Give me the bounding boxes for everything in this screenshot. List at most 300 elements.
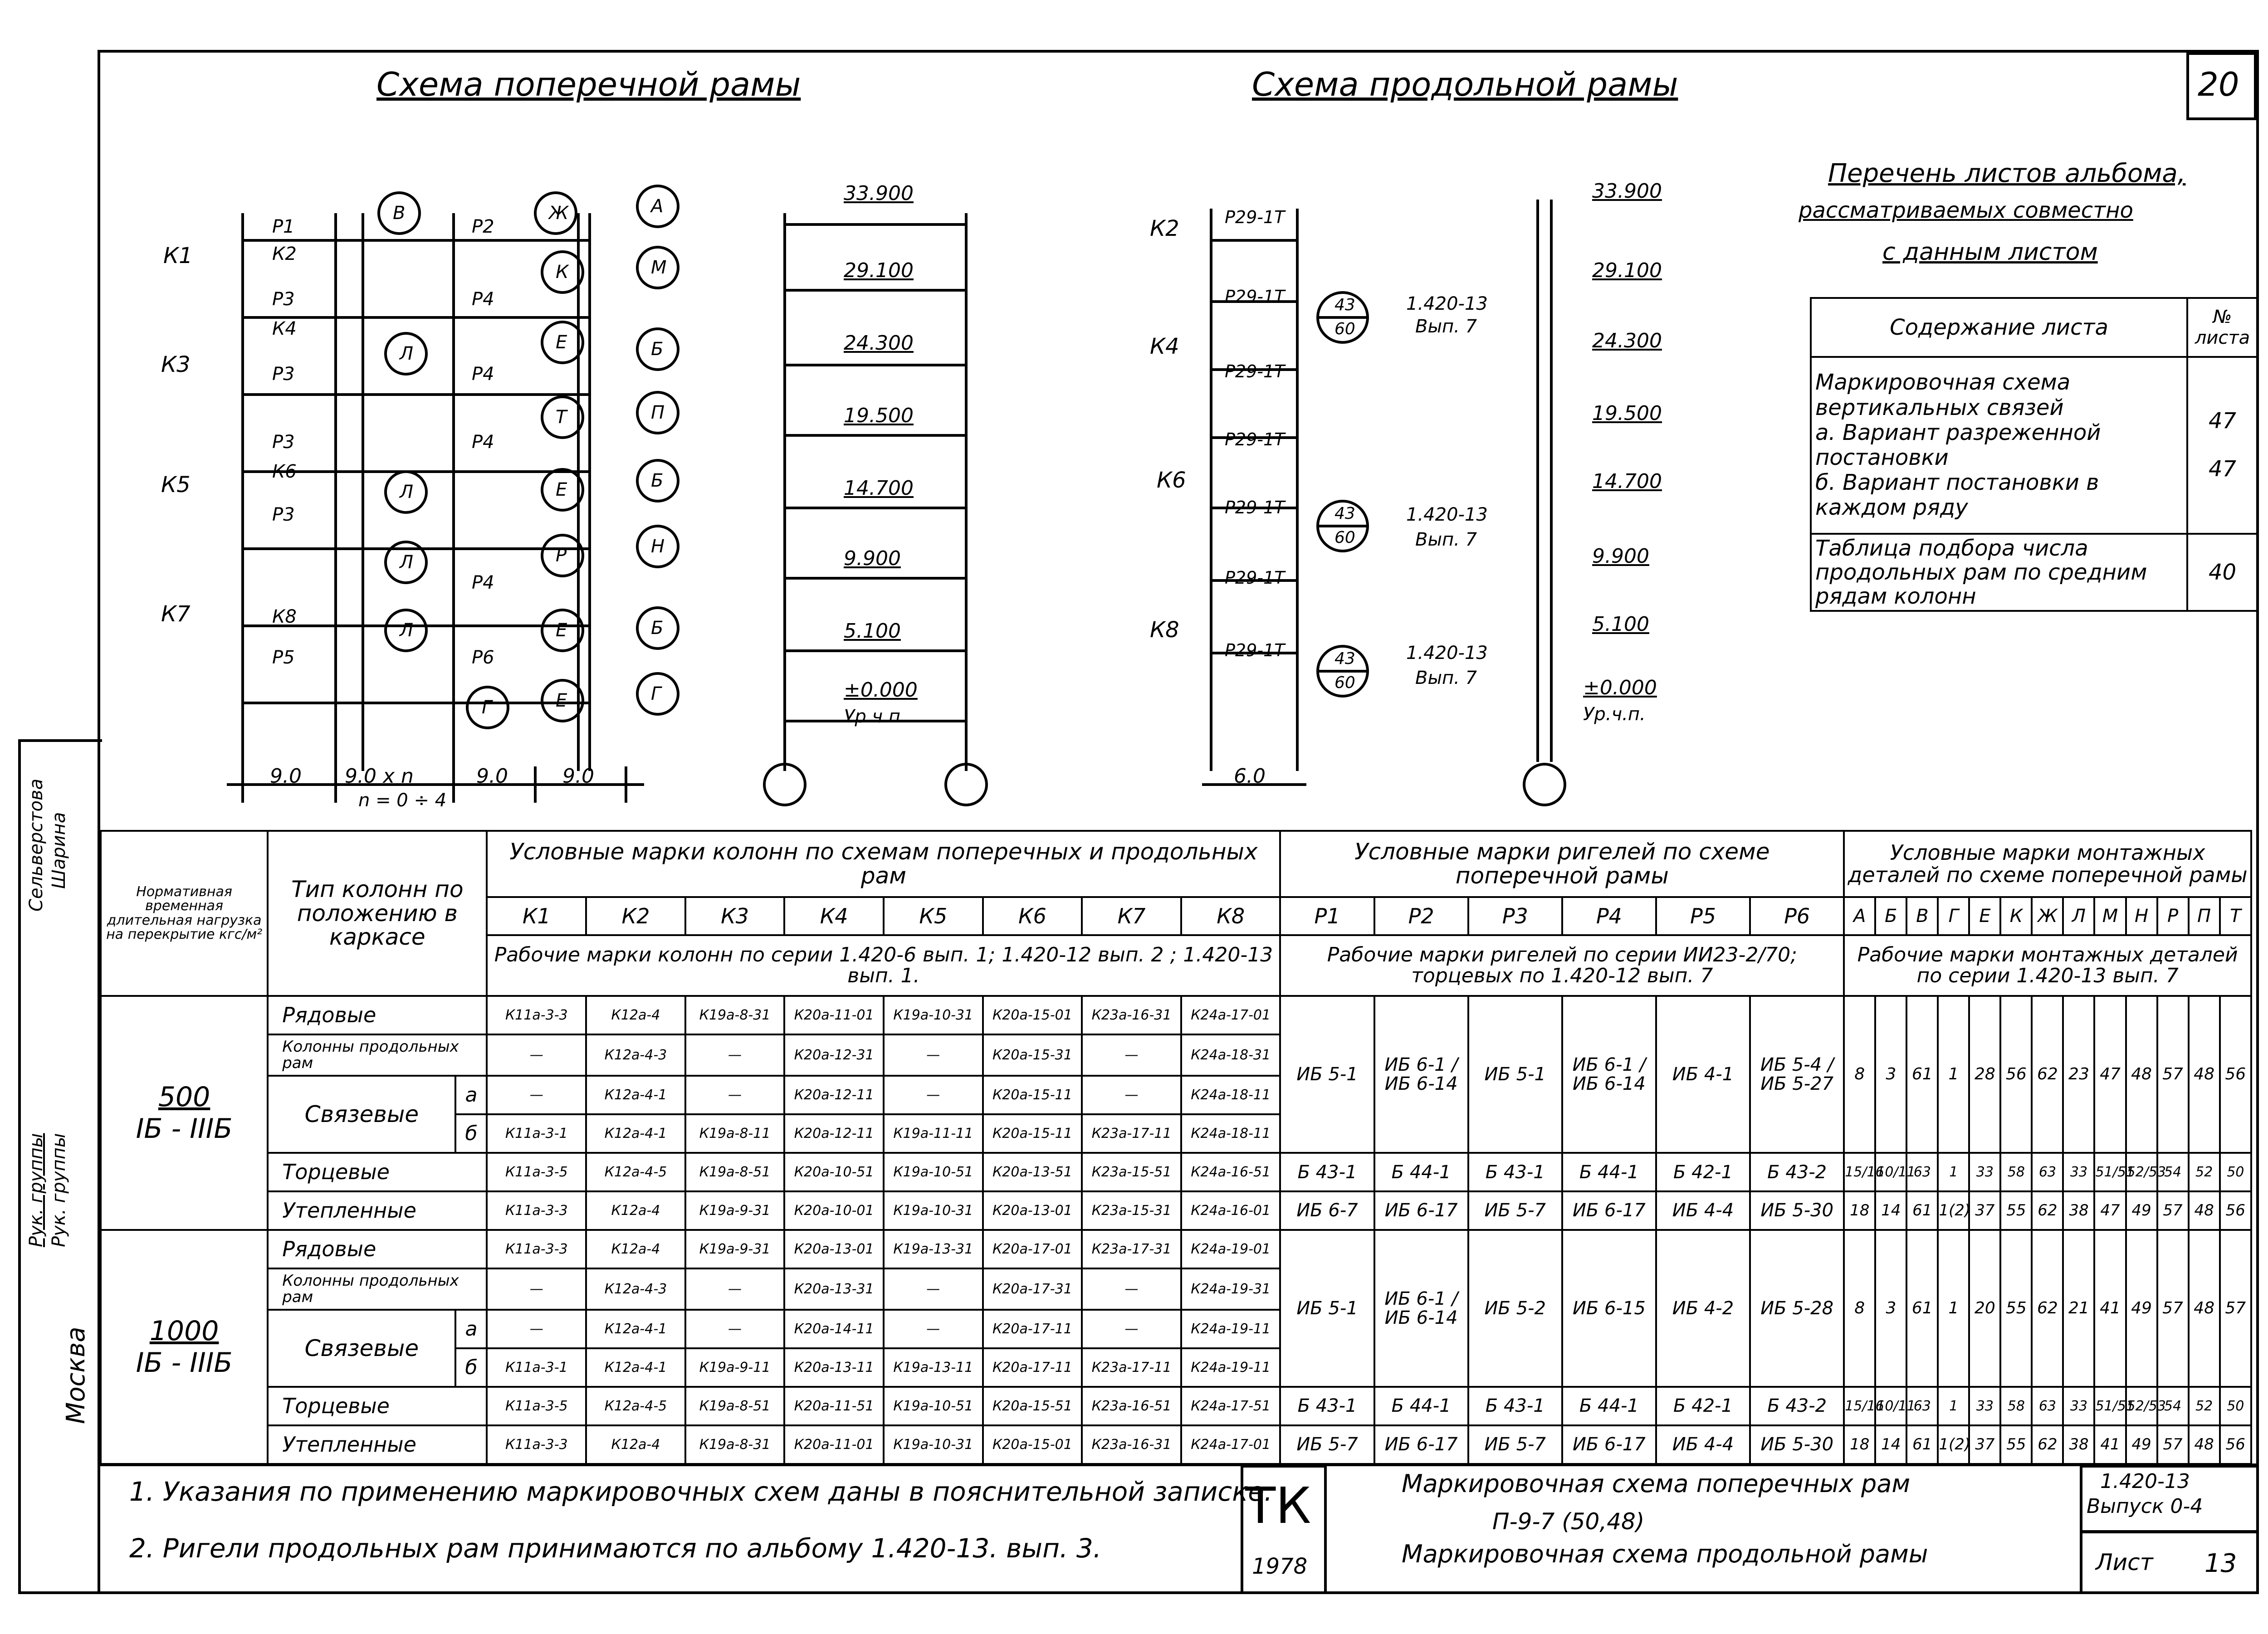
column-mark-cell: К19а-8-11: [685, 1114, 785, 1153]
column-mark-cell: К24а-19-11: [1181, 1348, 1281, 1387]
column-mark-cell: —: [487, 1310, 586, 1348]
column-mark-cell: К19а-10-31: [884, 996, 983, 1034]
rigel-cell: ИБ 5-7: [1468, 1425, 1562, 1464]
embed-cell: 20: [1969, 1230, 2000, 1387]
embed-cell: 8: [1844, 1230, 1875, 1387]
label-rigel-right: Р2: [472, 216, 494, 237]
embed-cell: 37: [1969, 1191, 2000, 1230]
label-rigel-right: Р4: [472, 364, 494, 385]
rigel-cell: ИБ 5-2: [1468, 1230, 1562, 1387]
elevation-long: 9.900: [1592, 545, 1649, 568]
node-num: 43: [1334, 649, 1355, 668]
column-mark-cell: К23а-15-31: [1082, 1191, 1181, 1230]
column-mark-cell: К20а-15-01: [983, 1425, 1082, 1464]
column-mark-cell: К20а-17-11: [983, 1310, 1082, 1348]
column-mark-cell: К20а-12-11: [784, 1114, 884, 1153]
role-label: Рук. группы: [49, 1133, 69, 1247]
row-type: Утепленные: [268, 1425, 487, 1464]
sheet-list-header: № листа: [2187, 298, 2258, 357]
column-mark-cell: —: [884, 1034, 983, 1076]
column-mark-cell: К19а-8-31: [685, 996, 785, 1034]
column-mark-cell: —: [685, 1076, 785, 1114]
column-mark-cell: К20а-11-01: [784, 996, 884, 1034]
embed-cell: 51/51: [2094, 1387, 2126, 1425]
elevation-long: Ур.ч.п.: [1583, 704, 1646, 725]
column-mark-cell: К19а-9-31: [685, 1191, 785, 1230]
node-label: Н: [651, 536, 665, 557]
embed-cell: 28: [1969, 996, 2000, 1153]
embed-cell: 10/11: [1875, 1153, 1906, 1191]
label-k7: К7: [161, 601, 191, 627]
node-ref: 1.420-13: [1406, 643, 1488, 663]
node-label: В: [393, 203, 406, 224]
person-name: Сельверстова: [26, 778, 47, 912]
col-mark: К2: [586, 897, 685, 936]
rigel-cell: ИБ 6-15: [1562, 1230, 1656, 1387]
sheet-list-header: Содержание листа: [1811, 298, 2187, 357]
embed-cell: 1: [1938, 996, 1969, 1153]
sheet-list-title: Перечень листов альбома,: [1828, 159, 2186, 188]
rigel-cell: Б 42-1: [1656, 1153, 1750, 1191]
rigel-cell: ИБ 6-1 / ИБ 6-14: [1374, 1230, 1468, 1387]
label-k2: К2: [272, 244, 297, 264]
sheet-list-cell: а. Вариант разреженной постановки: [1815, 419, 2101, 470]
row-type: Колонны продольных рам: [268, 1034, 487, 1076]
embed-cell: 47: [2094, 1191, 2126, 1230]
rigel-cell: Б 44-1: [1374, 1153, 1468, 1191]
column-mark-cell: К24а-19-11: [1181, 1310, 1281, 1348]
stamp-year: 1978: [1252, 1554, 1308, 1579]
embed-cell: 38: [2063, 1425, 2094, 1464]
emb-mark: А: [1844, 897, 1875, 936]
column-mark-cell: К24а-18-11: [1181, 1114, 1281, 1153]
column-mark-cell: К19а-10-51: [884, 1387, 983, 1425]
embed-cell: 21: [2063, 1230, 2094, 1387]
node-label: Г: [651, 683, 661, 704]
rigel-cell: Б 43-1: [1280, 1387, 1374, 1425]
emb-mark: П: [2189, 897, 2220, 936]
column-mark-cell: —: [1082, 1268, 1181, 1310]
embed-cell: 18: [1844, 1191, 1875, 1230]
embed-cell: 33: [2063, 1387, 2094, 1425]
group-load: 1000: [149, 1315, 219, 1347]
emb-mark: В: [1906, 897, 1938, 936]
node-label: М: [651, 257, 667, 278]
node-label: А: [651, 196, 664, 217]
label-long-rigel: Р29-1Т: [1225, 429, 1285, 449]
note-2: 2. Ригели продольных рам принимаются по альбому 1.420-13. вып. 3.: [129, 1533, 1102, 1564]
column-mark-cell: К24а-18-31: [1181, 1034, 1281, 1076]
col-mark: К1: [487, 897, 586, 936]
column-mark-cell: К12а-4: [586, 1425, 685, 1464]
stamp-issue: Выпуск 0-4: [2087, 1495, 2203, 1518]
column-mark-cell: К20а-13-11: [784, 1348, 884, 1387]
label-rigel-left: Р1: [272, 216, 295, 237]
stamp-sheet-label: Лист: [2096, 1549, 2153, 1575]
column-mark-cell: К11а-3-5: [487, 1153, 586, 1191]
embed-cell: 57: [2157, 996, 2189, 1153]
embed-cell: 41: [2094, 1425, 2126, 1464]
embed-cell: 54: [2157, 1153, 2189, 1191]
embed-cell: 1(2): [1938, 1191, 1969, 1230]
label-long-k6: К6: [1157, 468, 1186, 493]
column-mark-cell: К19а-8-51: [685, 1153, 785, 1191]
label-rigel-right: Р4: [472, 572, 494, 593]
dim-label: 9.0: [562, 765, 594, 788]
node-ref2: Вып. 7: [1415, 529, 1477, 550]
column-mark-cell: К20а-15-01: [983, 996, 1082, 1034]
embed-cell: 61: [1906, 996, 1938, 1153]
header-load: Нормативная временная длительная нагрузка на перекрытие кгс/м²: [101, 831, 268, 996]
dim-label: 9.0: [476, 765, 508, 788]
column-mark-cell: —: [487, 1076, 586, 1114]
column-mark-cell: К20а-12-11: [784, 1076, 884, 1114]
node-label: Б: [651, 470, 664, 491]
node-ref2: Вып. 7: [1415, 316, 1477, 337]
embed-cell: 47: [2094, 996, 2126, 1153]
column-mark-cell: К19а-9-11: [685, 1348, 785, 1387]
elevation: 9.900: [844, 547, 901, 570]
rigel-cell: ИБ 5-7: [1468, 1191, 1562, 1230]
embed-cell: 1(2): [1938, 1425, 1969, 1464]
emb-mark: Е: [1969, 897, 2000, 936]
column-mark-cell: К12а-4-3: [586, 1034, 685, 1076]
embed-cell: 56: [2220, 1425, 2251, 1464]
rigel-cell: ИБ 6-1 / ИБ 6-14: [1374, 996, 1468, 1153]
column-mark-cell: К20а-12-31: [784, 1034, 884, 1076]
rigel-cell: ИБ 4-4: [1656, 1425, 1750, 1464]
group-load-cell: [101, 1230, 268, 1464]
column-mark-cell: К20а-11-51: [784, 1387, 884, 1425]
embed-cell: 56: [2000, 996, 2032, 1153]
node-ref2: Вып. 7: [1415, 668, 1477, 688]
label-rigel-right: Р4: [472, 432, 494, 453]
label-long-k4: К4: [1150, 334, 1179, 359]
rig-mark: Р1: [1280, 897, 1374, 936]
node-ref: 1.420-13: [1406, 293, 1488, 314]
column-mark-cell: К23а-16-31: [1082, 1425, 1181, 1464]
column-mark-cell: К12а-4-1: [586, 1348, 685, 1387]
column-mark-cell: К12а-4-1: [586, 1310, 685, 1348]
label-long-k8: К8: [1150, 617, 1179, 643]
embed-cell: 62: [2032, 1230, 2063, 1387]
embed-cell: 33: [1969, 1153, 2000, 1191]
embed-cell: 14: [1875, 1191, 1906, 1230]
column-mark-cell: К20а-13-31: [784, 1268, 884, 1310]
emb-mark: Н: [2126, 897, 2157, 936]
embed-cell: 8: [1844, 996, 1875, 1153]
rig-mark: Р3: [1468, 897, 1562, 936]
col-mark: К4: [784, 897, 884, 936]
column-mark-cell: К24а-17-01: [1181, 996, 1281, 1034]
column-mark-cell: К20а-13-01: [784, 1230, 884, 1268]
column-mark-cell: —: [884, 1310, 983, 1348]
embed-cell: 33: [1969, 1387, 2000, 1425]
stamp-series: 1.420-13: [2100, 1470, 2190, 1493]
rig-mark: Р6: [1750, 897, 1844, 936]
column-mark-cell: К23а-15-51: [1082, 1153, 1181, 1191]
embed-cell: 63: [1906, 1387, 1938, 1425]
embed-cell: 3: [1875, 1230, 1906, 1387]
sheet-list-cell: [2187, 357, 2258, 534]
embed-cell: 52: [2189, 1153, 2220, 1191]
sheet-list-no: 40: [2187, 534, 2258, 611]
column-mark-cell: К12а-4-3: [586, 1268, 685, 1310]
sheet-list-title: с данным листом: [1882, 239, 2098, 266]
row-sub: б: [455, 1114, 487, 1153]
column-mark-cell: —: [1082, 1034, 1181, 1076]
column-mark-cell: К23а-17-31: [1082, 1230, 1181, 1268]
embed-cell: 18: [1844, 1425, 1875, 1464]
group-load-cell: [101, 996, 268, 1230]
label-rigel-left: Р3: [272, 289, 295, 310]
elevation: 5.100: [844, 619, 901, 643]
embed-cell: 48: [2189, 1191, 2220, 1230]
embed-cell: 1: [1938, 1153, 1969, 1191]
column-mark-cell: —: [884, 1268, 983, 1310]
embed-cell: 55: [2000, 1191, 2032, 1230]
label-long-rigel: Р29-1Т: [1225, 287, 1285, 307]
sheet-number-top: 20: [2198, 65, 2239, 103]
rigel-cell: ИБ 5-7: [1280, 1425, 1374, 1464]
embed-cell: 48: [2126, 996, 2157, 1153]
node-label: Г: [482, 697, 492, 718]
column-mark-cell: К12а-4-1: [586, 1114, 685, 1153]
column-mark-cell: К20а-15-51: [983, 1387, 1082, 1425]
emb-mark: Л: [2063, 897, 2094, 936]
column-mark-cell: —: [685, 1034, 785, 1076]
embed-cell: 50: [2220, 1387, 2251, 1425]
elevation: 29.100: [844, 259, 914, 282]
node-den: 60: [1334, 320, 1355, 338]
emb-mark: Ж: [2032, 897, 2063, 936]
header-rig-sub: Рабочие марки ригелей по серии ИИ23-2/70; торцевых по 1.420-12 вып. 7: [1280, 935, 1844, 995]
column-mark-cell: К20а-11-01: [784, 1425, 884, 1464]
embed-cell: 61: [1906, 1230, 1938, 1387]
embed-cell: 41: [2094, 1230, 2126, 1387]
rigel-cell: ИБ 6-17: [1374, 1191, 1468, 1230]
row-type: Торцевые: [268, 1153, 487, 1191]
node-ref: 1.420-13: [1406, 504, 1488, 525]
label-rigel-left: Р5: [272, 647, 295, 668]
column-mark-cell: К19а-11-11: [884, 1114, 983, 1153]
sheet-list-no: 47: [2208, 456, 2237, 482]
column-mark-cell: —: [884, 1076, 983, 1114]
sheet-list-cell: б. Вариант постановки в каждом ряду: [1815, 470, 2099, 521]
stamp-title: Маркировочная схема поперечных рам: [1402, 1469, 1911, 1498]
elevation: 19.500: [844, 404, 914, 427]
embed-cell: 38: [2063, 1191, 2094, 1230]
node-label: Т: [556, 407, 567, 428]
embed-cell: 49: [2126, 1230, 2157, 1387]
header-emb-sub: Рабочие марки монтажных деталей по серии 1.420-13 вып. 7: [1844, 935, 2251, 995]
col-mark: К7: [1082, 897, 1181, 936]
note-1: 1. Указания по применению маркировочных схем даны в пояснительной записке.: [129, 1476, 1273, 1507]
embed-cell: 57: [2157, 1230, 2189, 1387]
rigel-cell: Б 43-1: [1280, 1153, 1374, 1191]
embed-cell: 49: [2126, 1191, 2157, 1230]
column-mark-cell: К24а-16-51: [1181, 1153, 1281, 1191]
label-rigel-left: Р3: [272, 432, 295, 453]
column-mark-cell: К19а-10-51: [884, 1153, 983, 1191]
column-mark-cell: К24а-17-01: [1181, 1425, 1281, 1464]
rig-mark: Р4: [1562, 897, 1656, 936]
rigel-cell: ИБ 4-1: [1656, 996, 1750, 1153]
sheet-list-cell: [1811, 357, 2187, 534]
col-mark: К5: [884, 897, 983, 936]
column-mark-cell: К19а-13-31: [884, 1230, 983, 1268]
embed-cell: 10/11: [1875, 1387, 1906, 1425]
embed-cell: 63: [2032, 1387, 2063, 1425]
rig-mark: Р5: [1656, 897, 1750, 936]
label-long-rigel: Р29-1Т: [1225, 361, 1285, 381]
label-k6: К6: [272, 461, 297, 482]
node-label: Л: [400, 620, 414, 641]
column-mark-cell: К19а-10-31: [884, 1425, 983, 1464]
row-sub: а: [455, 1076, 487, 1114]
rigel-cell: ИБ 6-1 / ИБ 6-14: [1562, 996, 1656, 1153]
embed-cell: 48: [2189, 1230, 2220, 1387]
embed-cell: 15/16: [1844, 1153, 1875, 1191]
row-sub: а: [455, 1310, 487, 1348]
rigel-cell: ИБ 5-1: [1280, 1230, 1374, 1387]
column-mark-cell: —: [487, 1268, 586, 1310]
rigel-cell: Б 43-1: [1468, 1153, 1562, 1191]
node-label: Р: [556, 545, 567, 566]
embed-cell: 37: [1969, 1425, 2000, 1464]
header-col-sub: Рабочие марки колонн по серии 1.420-6 вып. 1; 1.420-12 вып. 2 ; 1.420-13 вып. 1.: [487, 935, 1280, 995]
embed-cell: 51/51: [2094, 1153, 2126, 1191]
col-mark: К6: [983, 897, 1082, 936]
column-mark-cell: К11а-3-5: [487, 1387, 586, 1425]
label-long-rigel: Р29-1Т: [1225, 568, 1285, 588]
column-mark-cell: К11а-3-3: [487, 1425, 586, 1464]
label-k5: К5: [161, 472, 191, 498]
rig-mark: Р2: [1374, 897, 1468, 936]
embed-cell: 63: [2032, 1153, 2063, 1191]
embed-cell: 54: [2157, 1387, 2189, 1425]
header-col-group: Условные марки колонн по схемам поперечных и продольных рам: [487, 831, 1280, 897]
role-label: Рук. группы: [26, 1133, 47, 1247]
column-mark-cell: К11а-3-3: [487, 1230, 586, 1268]
column-mark-cell: К23а-16-31: [1082, 996, 1181, 1034]
node-label: Е: [556, 332, 567, 353]
rigel-cell: Б 44-1: [1374, 1387, 1468, 1425]
group-load: 500: [158, 1081, 210, 1113]
embed-cell: 1: [1938, 1387, 1969, 1425]
rigel-cell: ИБ 5-30: [1750, 1191, 1844, 1230]
elevation: Ур.ч.п.: [844, 706, 906, 727]
embed-cell: 48: [2189, 996, 2220, 1153]
label-rigel-left: Р3: [272, 364, 295, 385]
node-label: Л: [400, 343, 414, 364]
column-mark-cell: К12а-4: [586, 1230, 685, 1268]
node-label: Е: [556, 479, 567, 500]
elevation-long: 33.900: [1592, 180, 1662, 203]
column-mark-cell: К23а-16-51: [1082, 1387, 1181, 1425]
column-mark-cell: К20а-15-31: [983, 1034, 1082, 1076]
elevation: 14.700: [844, 477, 914, 500]
column-mark-cell: К12а-4: [586, 996, 685, 1034]
column-mark-cell: К23а-17-11: [1082, 1114, 1181, 1153]
node-label: Е: [556, 690, 567, 711]
embed-cell: 55: [2000, 1230, 2032, 1387]
group-region: IБ - IIIБ: [136, 1112, 233, 1145]
column-mark-cell: К24а-19-31: [1181, 1268, 1281, 1310]
dim-label: 9.0 х n: [345, 765, 414, 788]
column-mark-cell: К20а-15-11: [983, 1114, 1082, 1153]
embed-cell: 58: [2000, 1153, 2032, 1191]
label-rigel-left: Р3: [272, 504, 295, 525]
emb-mark: М: [2094, 897, 2126, 936]
embed-cell: 52: [2189, 1387, 2220, 1425]
elevation: 24.300: [844, 332, 914, 355]
label-k8: К8: [272, 606, 297, 627]
column-mark-cell: К20а-10-51: [784, 1153, 884, 1191]
rigel-cell: Б 44-1: [1562, 1153, 1656, 1191]
rigel-cell: ИБ 5-1: [1468, 996, 1562, 1153]
stamp-title: Маркировочная схема продольной рамы: [1402, 1540, 1928, 1568]
elevation-long: 19.500: [1592, 402, 1662, 425]
header-emb-group: Условные марки монтажных деталей по схеме поперечной рамы: [1844, 831, 2251, 897]
elevation-long: 29.100: [1592, 259, 1662, 282]
column-mark-cell: К19а-8-51: [685, 1387, 785, 1425]
label-long-rigel: Р29-1Т: [1225, 498, 1285, 517]
column-mark-cell: К11а-3-3: [487, 996, 586, 1034]
node-label: П: [651, 402, 665, 423]
col-mark: К3: [685, 897, 785, 936]
column-mark-cell: К19а-10-31: [884, 1191, 983, 1230]
header-rig-group: Условные марки ригелей по схеме поперечной рамы: [1280, 831, 1844, 897]
column-mark-cell: К20а-13-51: [983, 1153, 1082, 1191]
dim-label: 9.0: [270, 765, 302, 788]
embed-cell: 62: [2032, 1425, 2063, 1464]
embed-cell: 33: [2063, 1153, 2094, 1191]
row-type: Торцевые: [268, 1387, 487, 1425]
dim-note: n = 0 ÷ 4: [358, 790, 447, 811]
column-mark-cell: К24а-19-01: [1181, 1230, 1281, 1268]
column-mark-cell: К12а-4-1: [586, 1076, 685, 1114]
rigel-cell: Б 42-1: [1656, 1387, 1750, 1425]
elevation: ±0.000: [844, 678, 918, 702]
node-num: 43: [1334, 504, 1355, 523]
embed-cell: 56: [2220, 996, 2251, 1153]
rigel-cell: ИБ 6-7: [1280, 1191, 1374, 1230]
emb-mark: Т: [2220, 897, 2251, 936]
column-mark-cell: К20а-17-01: [983, 1230, 1082, 1268]
column-mark-cell: К19а-9-31: [685, 1230, 785, 1268]
column-mark-cell: К20а-17-11: [983, 1348, 1082, 1387]
rigel-cell: Б 43-2: [1750, 1387, 1844, 1425]
embed-cell: 52/53: [2126, 1387, 2157, 1425]
embed-cell: 3: [1875, 996, 1906, 1153]
column-mark-cell: К12а-4-5: [586, 1153, 685, 1191]
embed-cell: 23: [2063, 996, 2094, 1153]
column-mark-cell: К11а-3-3: [487, 1191, 586, 1230]
node-label: Б: [651, 618, 664, 639]
column-mark-cell: К12а-4-5: [586, 1387, 685, 1425]
label-k1: К1: [163, 243, 193, 268]
node-den: 60: [1334, 673, 1355, 692]
title-longitudinal: Схема продольной рамы: [1252, 65, 1678, 103]
group-region: IБ - IIIБ: [136, 1346, 233, 1379]
column-mark-cell: К12а-4: [586, 1191, 685, 1230]
row-type: Утепленные: [268, 1191, 487, 1230]
column-mark-cell: —: [685, 1310, 785, 1348]
embed-cell: 57: [2157, 1191, 2189, 1230]
column-mark-cell: К24а-18-11: [1181, 1076, 1281, 1114]
column-mark-cell: К19а-13-11: [884, 1348, 983, 1387]
